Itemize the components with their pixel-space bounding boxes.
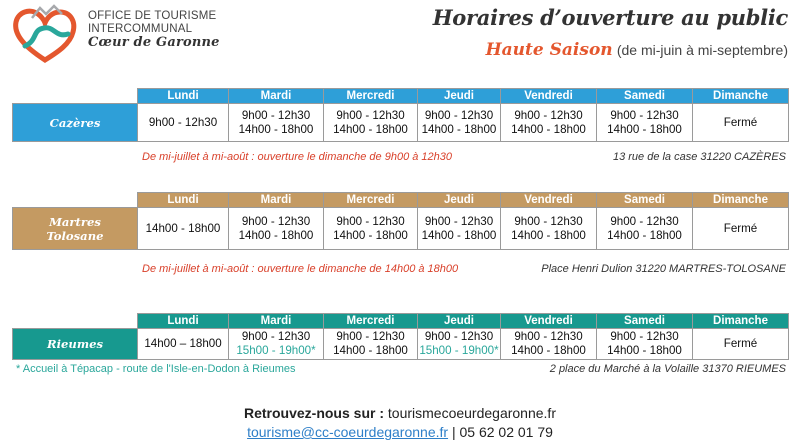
day-header: Mardi — [229, 193, 324, 208]
martres-address: Place Henri Dulion 31220 MARTRES-TOLOSANE — [541, 263, 786, 275]
day-header: Samedi — [597, 314, 693, 329]
contact-line-1 — [0, 404, 800, 423]
hours-cell: 9h00 - 12h30 14h00 - 18h00 — [229, 208, 324, 250]
day-header: Vendredi — [501, 89, 597, 104]
season-range: (de mi-juin à mi-septembre) — [616, 42, 788, 58]
hours-cell: 14h00 – 18h00 — [138, 329, 229, 360]
location-name: Cazères — [13, 104, 138, 142]
rieumes-note: * Accueil à Tépacap - route de l'Isle-en-Dodon à Rieumes — [16, 363, 296, 375]
schedule-table-rieumes — [12, 313, 789, 360]
day-header: Jeudi — [418, 193, 501, 208]
day-header: Lundi — [138, 314, 229, 329]
location-name: Rieumes — [13, 329, 138, 360]
website-link[interactable]: tourismecoeurdegaronne.fr — [387, 405, 556, 421]
hours-cell: 9h00 - 12h30 14h00 - 18h00 — [418, 104, 501, 142]
hours-cell: Fermé — [693, 208, 789, 250]
hours-cell: 9h00 - 12h30 14h00 - 18h00 — [597, 208, 693, 250]
schedule-table-martres — [12, 192, 789, 250]
hours-cell: 9h00 - 12h30 15h00 - 19h00* — [229, 329, 324, 360]
day-header: Mercredi — [324, 89, 418, 104]
day-header: Lundi — [138, 193, 229, 208]
hours-cell: 9h00 - 12h30 14h00 - 18h00 — [324, 208, 418, 250]
rieumes-address: 2 place du Marché à la Volaille 31370 RIEUMES — [549, 363, 786, 375]
day-header: Lundi — [138, 89, 229, 104]
cazeres-note: De mi-juillet à mi-août : ouverture le dimanche de 9h00 à 12h30 — [142, 151, 453, 163]
day-header: Jeudi — [418, 89, 501, 104]
day-header: Dimanche — [693, 89, 789, 104]
day-header: Mardi — [229, 314, 324, 329]
email-link[interactable]: tourisme@cc-coeurdegaronne.fr — [247, 424, 449, 440]
hours-cell: 9h00 - 12h30 — [138, 104, 229, 142]
org-name — [88, 10, 220, 49]
hours-cell: 9h00 - 12h30 14h00 - 18h00 — [501, 208, 597, 250]
hours-cell: 9h00 - 12h30 14h00 - 18h00 — [418, 208, 501, 250]
page-title: Horaires d’ouverture au public — [432, 5, 788, 30]
contact-label: Retrouvez-nous sur : — [243, 405, 384, 421]
day-header: Mardi — [229, 89, 324, 104]
day-header: Vendredi — [501, 193, 597, 208]
phone-number[interactable]: 05 62 02 01 79 — [459, 424, 553, 440]
hours-cell: 9h00 - 12h30 14h00 - 18h00 — [501, 104, 597, 142]
hours-cell: 9h00 - 12h30 14h00 - 18h00 — [324, 104, 418, 142]
day-header: Mercredi — [324, 314, 418, 329]
hours-cell: 14h00 - 18h00 — [138, 208, 229, 250]
hours-cell: 9h00 - 12h30 15h00 - 19h00* — [418, 329, 501, 360]
hours-cell: 9h00 - 12h30 14h00 - 18h00 — [229, 104, 324, 142]
hours-cell: Fermé — [693, 104, 789, 142]
contact-line-2 — [0, 423, 800, 442]
hours-cell: Fermé — [693, 329, 789, 360]
day-header: Samedi — [597, 89, 693, 104]
cazeres-address: 13 rue de la case 31220 CAZÈRES — [612, 151, 786, 163]
day-header: Samedi — [597, 193, 693, 208]
day-header: Vendredi — [501, 314, 597, 329]
org-line-2: INTERCOMMUNAL — [88, 23, 193, 35]
day-header: Dimanche — [693, 314, 789, 329]
org-line-3: Cœur de Garonne — [88, 35, 220, 50]
hours-cell: 9h00 - 12h30 14h00 - 18h00 — [501, 329, 597, 360]
day-header: Dimanche — [693, 193, 789, 208]
schedule-table-cazeres — [12, 88, 789, 142]
season-subtitle — [486, 40, 788, 60]
day-header: Jeudi — [418, 314, 501, 329]
day-header: Mercredi — [324, 193, 418, 208]
hours-cell: 9h00 - 12h30 14h00 - 18h00 — [597, 104, 693, 142]
location-name: Martres Tolosane — [13, 208, 138, 250]
season-name: Haute Saison — [485, 40, 613, 60]
martres-note: De mi-juillet à mi-août : ouverture le dimanche de 14h00 à 18h00 — [142, 263, 459, 275]
heart-logo-icon — [10, 4, 80, 64]
org-line-1: OFFICE DE TOURISME — [88, 10, 217, 22]
hours-cell: 9h00 - 12h30 14h00 - 18h00 — [324, 329, 418, 360]
contact-separator: | — [451, 424, 456, 440]
hours-cell: 9h00 - 12h30 14h00 - 18h00 — [597, 329, 693, 360]
